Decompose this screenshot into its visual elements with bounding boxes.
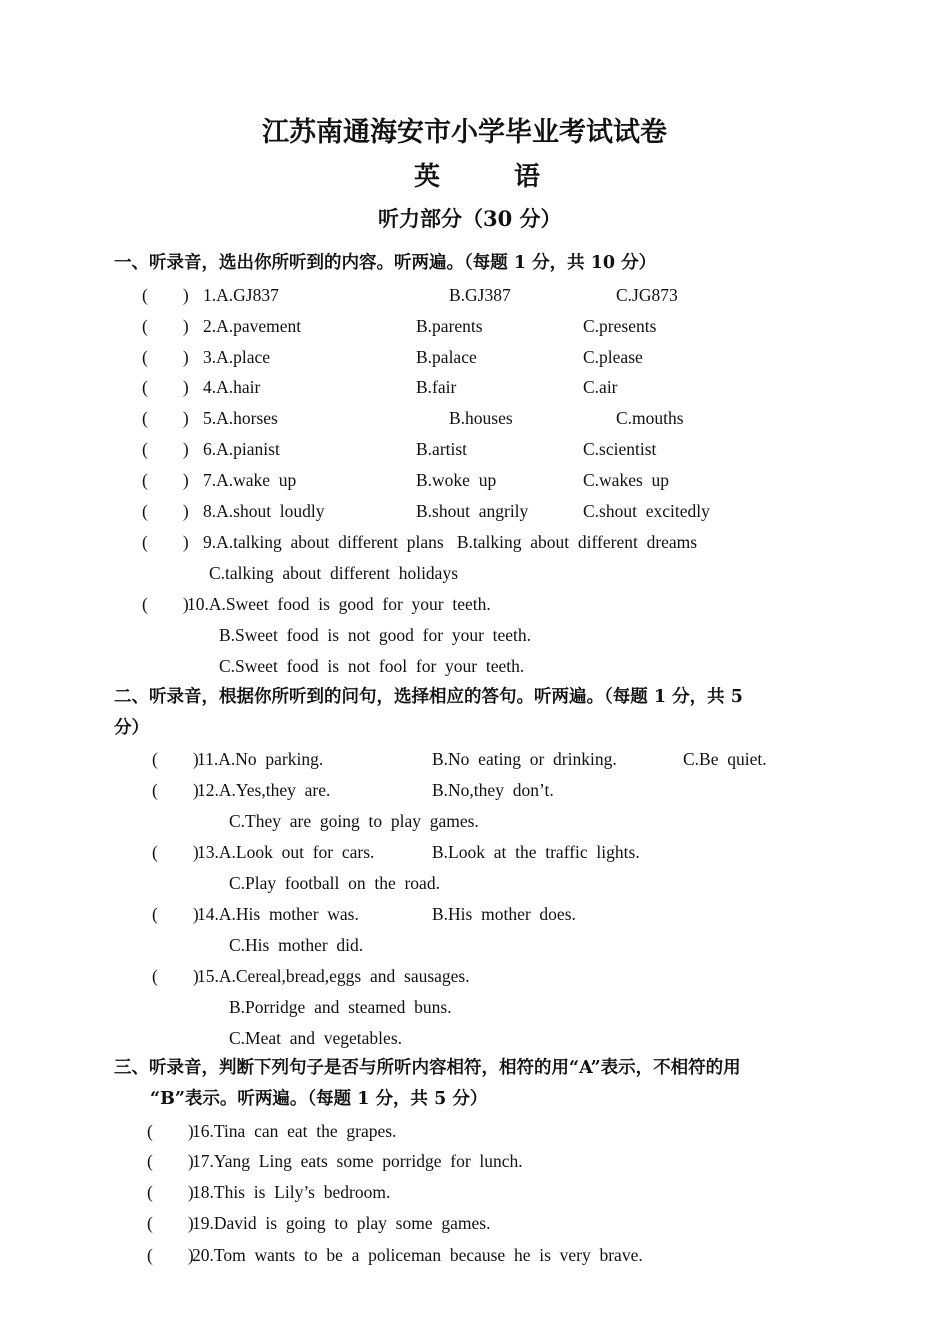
question-line-2: C.talking about different holidays: [209, 563, 459, 583]
answer-paren[interactable]: ( ): [152, 904, 199, 924]
option-c: C.wakes up: [583, 470, 670, 490]
answer-paren[interactable]: ( ): [142, 316, 189, 336]
option-c: C.Play football on the road.: [229, 873, 440, 893]
option-b: B.parents: [416, 316, 483, 336]
option-a: 3.A.place: [203, 347, 271, 367]
answer-paren[interactable]: ( ): [142, 347, 189, 367]
section3-heading-line1: 三、听录音，判断下列句子是否与所听内容相符，相符的用“A”表示，不相符的用: [114, 1058, 741, 1078]
option-a: 8.A.shout loudly: [203, 501, 325, 521]
statement-text: 16.Tina can eat the grapes.: [192, 1121, 397, 1141]
answer-paren[interactable]: ( ): [142, 408, 189, 428]
answer-paren[interactable]: ( ): [152, 780, 199, 800]
option-b: B.artist: [416, 439, 468, 459]
section1-heading: 一、听录音，选出你所听到的内容。听两遍。（每题 1 分，共 10 分）: [114, 253, 657, 273]
answer-paren[interactable]: ( ): [147, 1213, 194, 1233]
statement-text: 20.Tom wants to be a policeman because he is very brave.: [192, 1245, 643, 1265]
answer-paren[interactable]: ( ): [147, 1182, 194, 1202]
option-a: 10.A.Sweet food is good for your teeth.: [187, 594, 491, 614]
option-c: C.air: [583, 377, 618, 397]
statement-text: 18.This is Lily’s bedroom.: [192, 1182, 391, 1202]
option-a: 7.A.wake up: [203, 470, 297, 490]
option-c: C.Be quiet.: [683, 749, 767, 769]
option-c: C.JG873: [616, 285, 678, 305]
subject-char-right: 语: [514, 162, 541, 192]
section2-heading-line1: 二、听录音，根据你所听到的问句，选择相应的答句。听两遍。（每题 1 分，共 5: [114, 687, 743, 707]
answer-paren[interactable]: ( ): [152, 842, 199, 862]
option-a: 5.A.horses: [203, 408, 278, 428]
answer-paren[interactable]: ( ): [152, 749, 199, 769]
answer-paren[interactable]: ( ): [147, 1121, 194, 1141]
option-b: B.shout angrily: [416, 501, 529, 521]
statement-text: 17.Yang Ling eats some porridge for lunch.: [192, 1151, 523, 1171]
option-b: B.Look at the traffic lights.: [432, 842, 640, 862]
option-a: 2.A.pavement: [203, 316, 302, 336]
option-b: B.Sweet food is not good for your teeth.: [219, 625, 532, 645]
option-a: 4.A.hair: [203, 377, 261, 397]
option-a: 12.A.Yes,they are.: [197, 780, 331, 800]
option-b: B.fair: [416, 377, 457, 397]
option-b: B.GJ387: [449, 285, 511, 305]
subject-char-left: 英: [414, 162, 441, 192]
option-a: 1.A.GJ837: [203, 285, 279, 305]
option-c: C.mouths: [616, 408, 684, 428]
answer-paren[interactable]: ( ): [142, 594, 189, 614]
answer-paren[interactable]: ( ): [142, 501, 189, 521]
part-heading: 听力部分（30 分）: [378, 206, 562, 231]
option-b: B.houses: [449, 408, 513, 428]
option-b: B.Porridge and steamed buns.: [229, 997, 452, 1017]
statement-text: 19.David is going to play some games.: [192, 1213, 491, 1233]
answer-paren[interactable]: ( ): [142, 377, 189, 397]
answer-paren[interactable]: ( ): [147, 1245, 194, 1265]
option-b: B.No eating or drinking.: [432, 749, 617, 769]
answer-paren[interactable]: ( ): [147, 1151, 194, 1171]
option-c: C.presents: [583, 316, 657, 336]
answer-paren[interactable]: ( ): [142, 532, 189, 552]
answer-paren[interactable]: ( ): [152, 966, 199, 986]
option-a: 14.A.His mother was.: [197, 904, 359, 924]
section3-heading-line2: “B”表示。听两遍。（每题 1 分，共 5 分）: [150, 1089, 488, 1109]
option-c: C.please: [583, 347, 643, 367]
option-b: B.palace: [416, 347, 477, 367]
answer-paren[interactable]: ( ): [142, 470, 189, 490]
option-a: 6.A.pianist: [203, 439, 280, 459]
answer-paren[interactable]: ( ): [142, 285, 189, 305]
option-a: 11.A.No parking.: [197, 749, 324, 769]
option-c: C.His mother did.: [229, 935, 364, 955]
option-c: C.They are going to play games.: [229, 811, 479, 831]
section2-heading-line2: 分）: [114, 718, 149, 738]
option-a: 13.A.Look out for cars.: [197, 842, 375, 862]
option-c: C.shout excitedly: [583, 501, 710, 521]
option-c: C.Meat and vegetables.: [229, 1028, 403, 1048]
page-title: 江苏南通海安市小学毕业考试试卷: [262, 117, 667, 148]
question-line-1: 9.A.talking about different plans B.talking about different dreams: [203, 532, 698, 552]
answer-paren[interactable]: ( ): [142, 439, 189, 459]
option-c: C.scientist: [583, 439, 657, 459]
option-c: C.Sweet food is not fool for your teeth.: [219, 656, 525, 676]
option-a: 15.A.Cereal,bread,eggs and sausages.: [197, 966, 470, 986]
option-b: B.woke up: [416, 470, 497, 490]
option-b: B.His mother does.: [432, 904, 576, 924]
option-b: B.No,they don’t.: [432, 780, 554, 800]
